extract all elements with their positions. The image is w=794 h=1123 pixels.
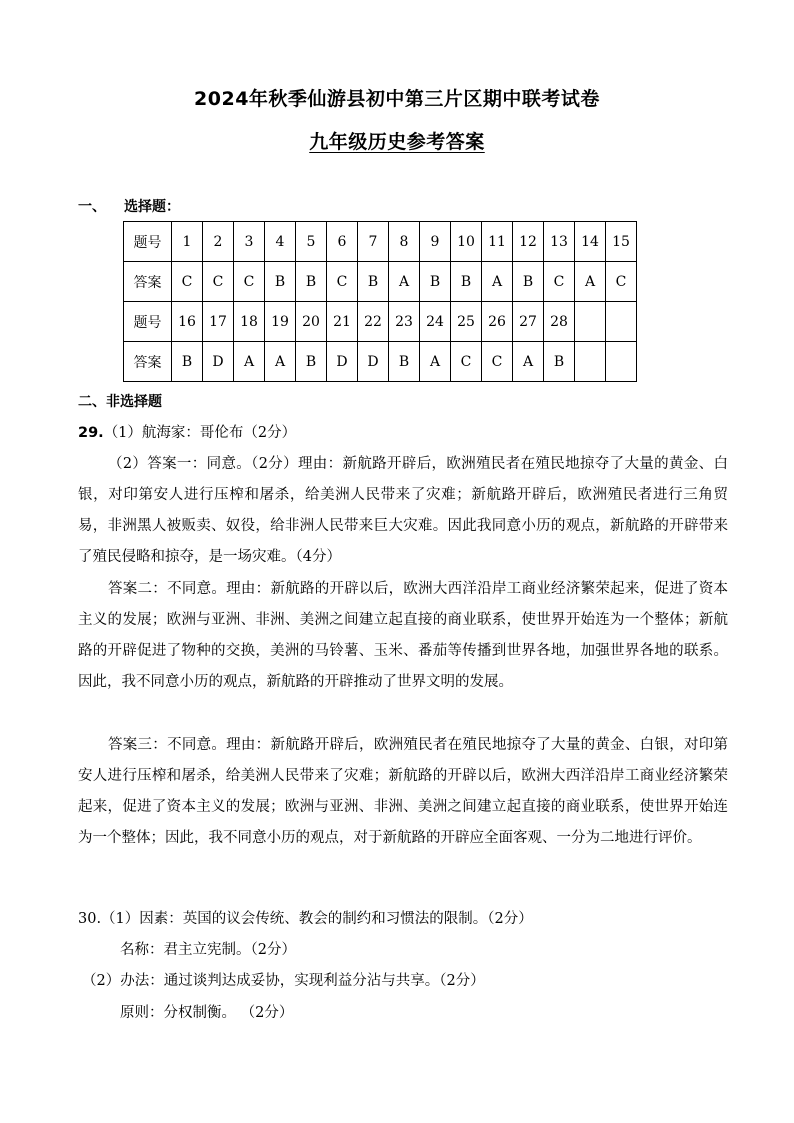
answer-cell: C [451, 342, 482, 382]
answer-cell: A [420, 342, 451, 382]
question-number-cell: 15 [606, 222, 637, 262]
answer-row [124, 262, 637, 302]
answer-cell: A [575, 262, 606, 302]
question-number-cell: 22 [358, 302, 389, 342]
section-non-choice-heading: 二、非选择题 [78, 394, 162, 410]
answer-cell: B [544, 342, 575, 382]
answer-cell: D [327, 342, 358, 382]
answer-cell: B [513, 262, 544, 302]
answer-cell: C [203, 262, 234, 302]
answer-cell: C [327, 262, 358, 302]
question-number-cell: 20 [296, 302, 327, 342]
answer-cell: B [358, 262, 389, 302]
question-number-cell: 26 [482, 302, 513, 342]
question-number-cell: 14 [575, 222, 606, 262]
question-number-cell: 21 [327, 302, 358, 342]
answer-cell: B [389, 342, 420, 382]
subtitle-text: 九年级历史参考答案 [309, 131, 485, 153]
question-number-cell: 7 [358, 222, 389, 262]
q30-part2-method: （2）办法：通过谈判达成妥协，实现利益分沾与共享。（2分） [82, 973, 485, 989]
q29-answer2: 答案二：不同意。理由：新航路的开辟以后，欧洲大西洋沿岸工商业经济繁荣起来，促进了资本主义的发展；欧洲与亚洲、非洲、美洲之间建立起直接的商业联系，使世界开始连为一个整体；新航路的开辟促进了物种的交换，美洲的马铃薯、玉米、番茄等传播到世界各地，加强世界各地的联系。因此，我不同意小历的观点，新航路的开辟推动了世界文明的发展。 [78, 581, 728, 690]
answer-cell: B [296, 342, 327, 382]
section-number: 一、 [78, 199, 106, 215]
section-label: 选择题： [124, 199, 180, 215]
answer-cell [575, 342, 606, 382]
question-number-cell: 3 [234, 222, 265, 262]
question-number-cell: 12 [513, 222, 544, 262]
answer-cell: B [451, 262, 482, 302]
answer-cell: C [544, 262, 575, 302]
answer-cell: D [358, 342, 389, 382]
question-number-cell: 11 [482, 222, 513, 262]
question-number-cell: 5 [296, 222, 327, 262]
answer-key-subtitle [0, 127, 794, 154]
row-label-question: 题号 [124, 302, 172, 342]
answer-cell: A [234, 342, 265, 382]
question-number-cell: 23 [389, 302, 420, 342]
section-multiple-choice-heading [78, 196, 180, 216]
question-number-cell: 4 [265, 222, 296, 262]
q29-part2-answer1: （2）答案一：同意。（2分）理由：新航路开辟后，欧洲殖民者在殖民地掠夺了大量的黄金、白银，对印第安人进行压榨和屠杀，给美洲人民带来了灾难；新航路开辟后，欧洲殖民者进行三角贸易，非洲黑人被贩卖、奴役，给非洲人民带来巨大灾难。因此我同意小历的观点，新航路的开辟带来了殖民侵略和掠夺，是一场灾难。（4分） [78, 456, 728, 565]
answer-cell: B [296, 262, 327, 302]
row-label-question: 题号 [124, 222, 172, 262]
question-number-cell [606, 302, 637, 342]
answer-cell: C [234, 262, 265, 302]
question-number-cell: 6 [327, 222, 358, 262]
q29-number: 29. [78, 425, 104, 441]
answer-cell: A [265, 342, 296, 382]
question-number-cell: 1 [172, 222, 203, 262]
answer-table [123, 221, 637, 382]
question-number-cell: 25 [451, 302, 482, 342]
q29-answer3: 答案三：不同意。理由：新航路开辟后，欧洲殖民者在殖民地掠夺了大量的黄金、白银，对印第安人进行压榨和屠杀，给美洲人民带来了灾难；新航路的开辟以后，欧洲大西洋沿岸工商业经济繁荣起来，促进了资本主义的发展；欧洲与亚洲、非洲、美洲之间建立起直接的商业联系，使世界开始连为一个整体；因此，我不同意小历的观点，对于新航路的开辟应全面客观、一分为二地进行评价。 [78, 737, 728, 846]
q30-part1-factors: 30.（1）因素：英国的议会传统、教会的制约和习惯法的限制。（2分） [78, 911, 533, 927]
question-number-cell: 17 [203, 302, 234, 342]
q30-part2-principle: 原则：分权制衡。 （2分） [120, 1005, 294, 1021]
question-number-row [124, 302, 637, 342]
question-number-cell: 19 [265, 302, 296, 342]
question-number-cell: 27 [513, 302, 544, 342]
q29-part1-text: （1）航海家：哥伦布（2分） [103, 425, 297, 441]
question-number-cell: 8 [389, 222, 420, 262]
question-number-cell: 18 [234, 302, 265, 342]
row-label-answer: 答案 [124, 342, 172, 382]
question-number-cell: 16 [172, 302, 203, 342]
question-number-cell: 24 [420, 302, 451, 342]
answer-cell: A [389, 262, 420, 302]
answer-cell: B [265, 262, 296, 302]
answer-cell: C [172, 262, 203, 302]
question-number-cell: 9 [420, 222, 451, 262]
q29-part1 [78, 418, 728, 449]
answer-cell: B [172, 342, 203, 382]
question-number-cell: 2 [203, 222, 234, 262]
question-number-cell: 13 [544, 222, 575, 262]
q30-part1-name: 名称：君主立宪制。（2分） [120, 942, 296, 958]
answer-row [124, 342, 637, 382]
answer-cell: A [482, 262, 513, 302]
answer-cell: C [606, 262, 637, 302]
answer-cell: A [513, 342, 544, 382]
question-number-row [124, 222, 637, 262]
answer-cell: D [203, 342, 234, 382]
question-number-cell: 10 [451, 222, 482, 262]
question-number-cell [575, 302, 606, 342]
answer-cell [606, 342, 637, 382]
answer-cell: C [482, 342, 513, 382]
question-number-cell: 28 [544, 302, 575, 342]
answer-cell: B [420, 262, 451, 302]
row-label-answer: 答案 [124, 262, 172, 302]
exam-title: 2024年秋季仙游县初中第三片区期中联考试卷 [194, 88, 600, 110]
